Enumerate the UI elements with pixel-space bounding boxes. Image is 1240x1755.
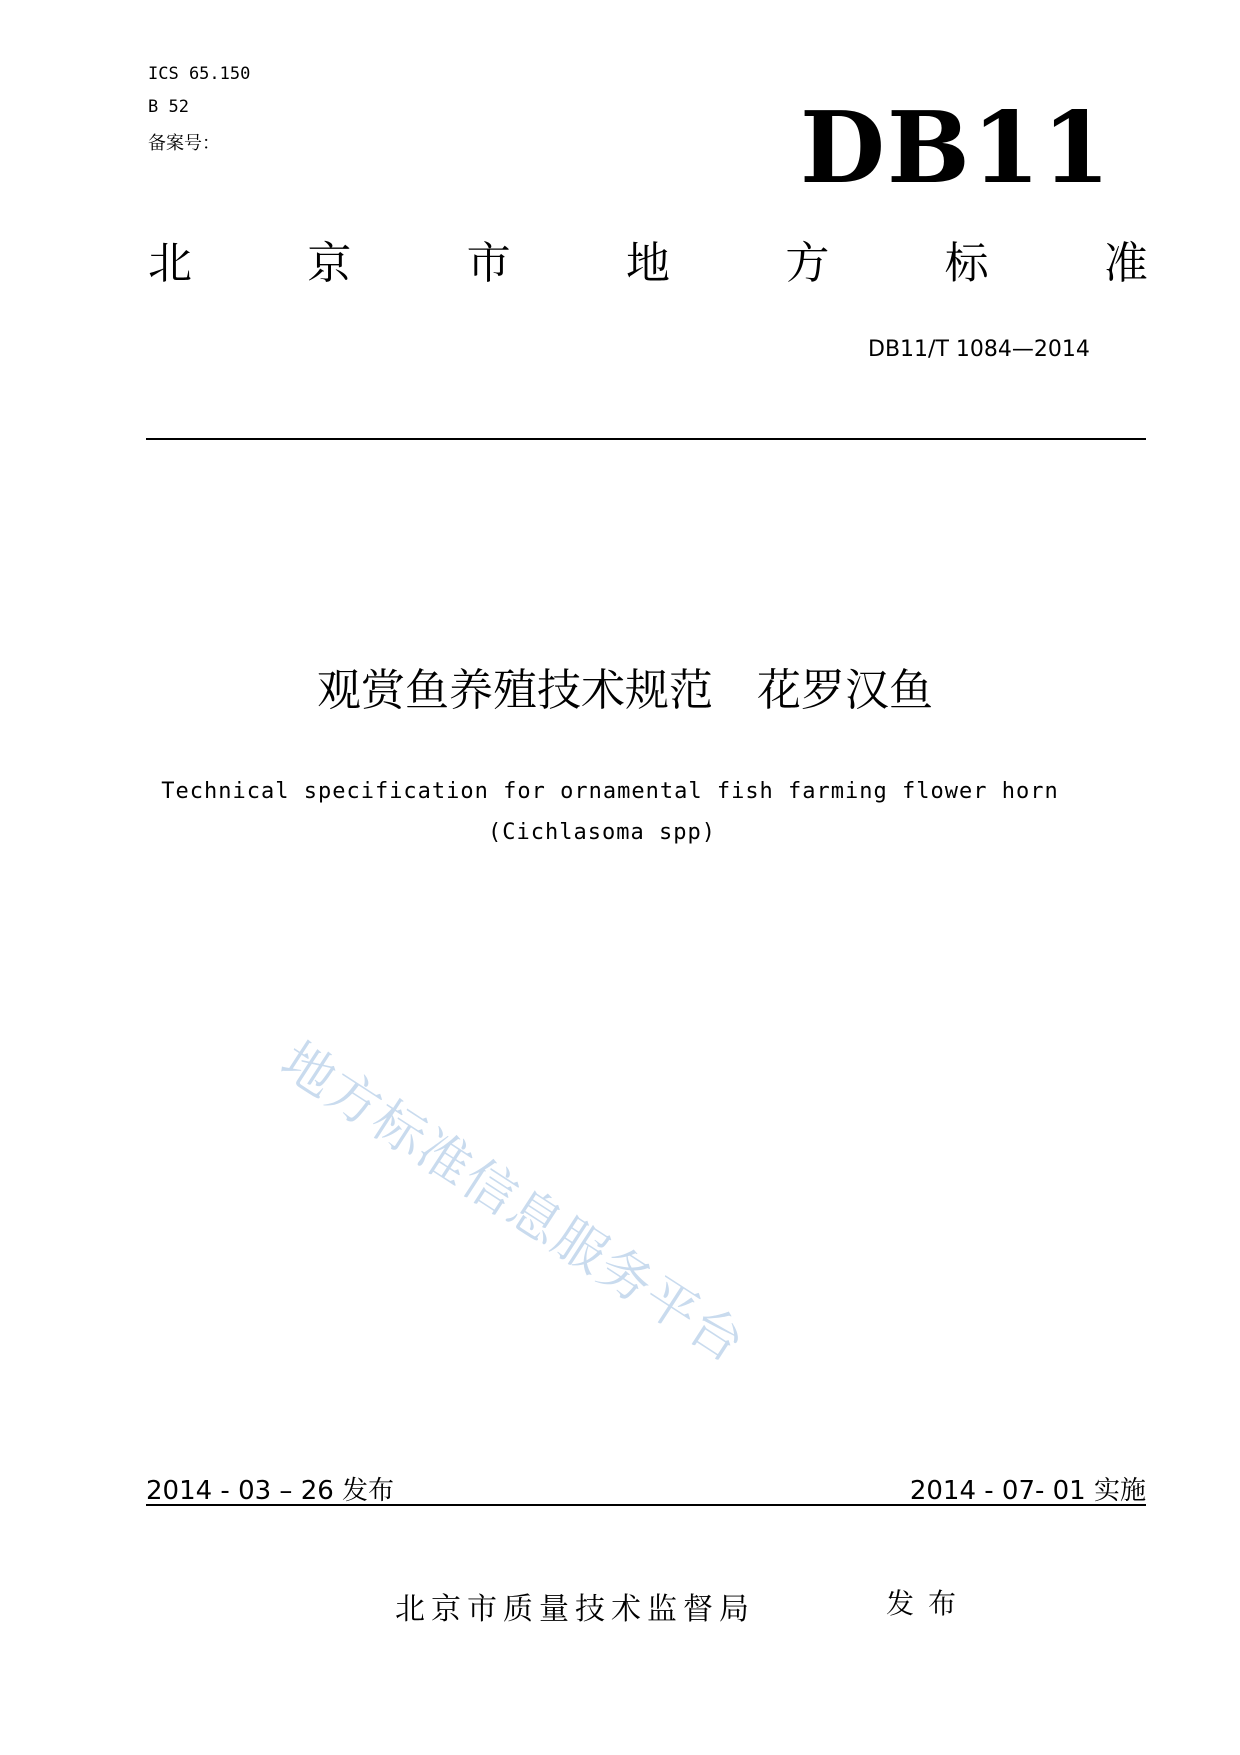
issue-date: 2014 - 03 – 26 发布 xyxy=(146,1476,395,1506)
title-english-line1: Technical specification for ornamental fish farming flower horn xyxy=(161,779,1059,804)
db-logo: DB11 xyxy=(800,91,1113,206)
issuing-authority: 北京市质量技术监督局 xyxy=(395,1592,755,1627)
header-divider xyxy=(146,438,1146,440)
standard-type-char: 方 xyxy=(785,238,830,289)
issue-action: 发布 xyxy=(886,1587,971,1620)
standard-type-char: 标 xyxy=(944,238,989,289)
implementation-date: 2014 - 07- 01 实施 xyxy=(909,1476,1146,1506)
ics-code: ICS 65.150 xyxy=(148,64,251,84)
standard-type-char: 市 xyxy=(466,238,511,289)
standard-type-char: 北 xyxy=(148,238,192,289)
footer-divider xyxy=(146,1504,1146,1506)
filing-number-label: 备案号： xyxy=(148,133,220,154)
standard-type-heading xyxy=(148,238,1148,289)
standard-type-char: 准 xyxy=(1103,238,1148,289)
standard-number: DB11/T 1084—2014 xyxy=(868,337,1090,362)
title-chinese: 观赏鱼养殖技术规范 花罗汉鱼 xyxy=(317,665,933,716)
watermark: 地方标准信息服务平台 xyxy=(270,1030,756,1376)
title-english-line2: (Cichlasoma spp) xyxy=(488,820,716,845)
ccs-code: B 52 xyxy=(148,97,189,117)
standard-type-char: 地 xyxy=(625,238,670,289)
standard-type-char: 京 xyxy=(307,238,352,289)
